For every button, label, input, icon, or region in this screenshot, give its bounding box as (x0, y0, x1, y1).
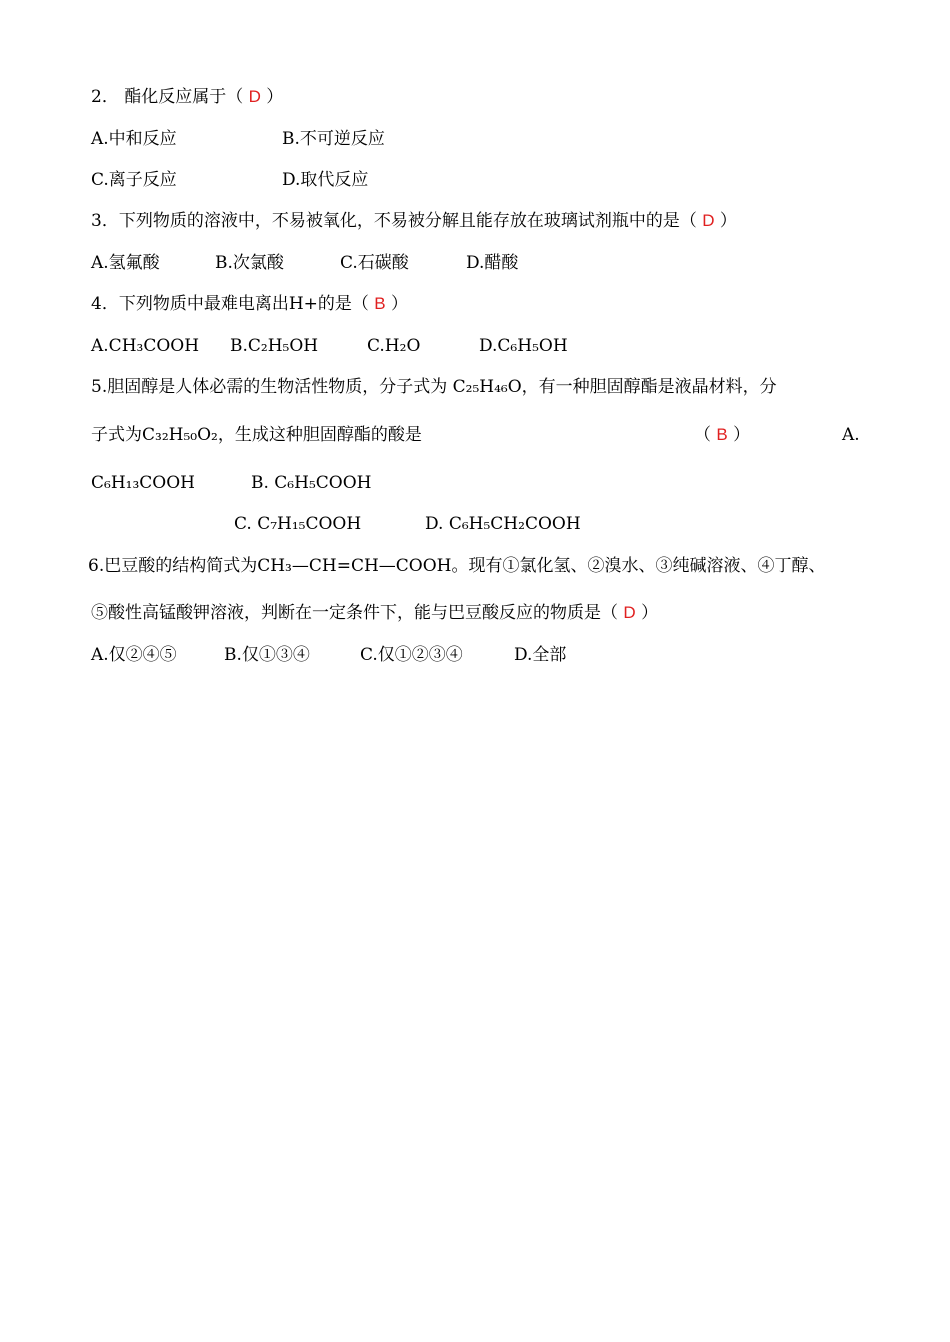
option-b: B.次氯酸 (215, 253, 284, 273)
question-4-stem: 4．下列物质中最难电离出H+的是（ B ） (91, 294, 409, 314)
question-6-stem-line-2: ⑤酸性高锰酸钾溶液，判断在一定条件下，能与巴豆酸反应的物质是（ D ） (91, 603, 659, 623)
option-b: B.仅①③④ (224, 645, 310, 665)
answer-mark: D (248, 87, 261, 106)
question-3-stem: 3．下列物质的溶液中，不易被氧化，不易被分解且能存放在玻璃试剂瓶中的是（ D ） (91, 211, 737, 231)
option-d: D.醋酸 (466, 253, 519, 273)
question-5-stem-line-1: 5.胆固醇是人体必需的生物活性物质，分子式为 C₂₅H₄₆O，有一种胆固醇酯是液晶材料，分 (91, 377, 777, 397)
answer-bracket: （ B ） (694, 425, 751, 445)
answer-mark: D (623, 603, 636, 622)
question-5-stem-line-2: 子式为C₃₂H₅₀O₂，生成这种胆固醇酯的酸是 (91, 425, 422, 445)
option-b: B. C₆H₅COOH (251, 473, 372, 493)
option-a: C₆H₁₃COOH (91, 473, 195, 493)
option-c: C.仅①②③④ (360, 645, 463, 665)
question-6-stem-line-1: 6.巴豆酸的结构简式为CH₃—CH=CH—COOH。现有①氯化氢、②溴水、③纯碱溶液、④丁醇、 (88, 556, 826, 576)
option-a: A.中和反应 (91, 129, 177, 149)
option-a: A.仅②④⑤ (91, 645, 177, 665)
option-c: C.石碳酸 (340, 253, 409, 273)
option-c: C.离子反应 (91, 170, 177, 190)
option-d: D.全部 (514, 645, 567, 665)
answer-mark: B (374, 294, 386, 313)
question-2-stem: 2． 酯化反应属于（ D ） (91, 87, 284, 107)
option-c: C.H₂O (367, 336, 421, 356)
option-d: D.取代反应 (282, 170, 369, 190)
option-d: D.C₆H₅OH (479, 336, 568, 356)
option-d: D. C₆H₅CH₂COOH (425, 514, 581, 534)
option-a: A.CH₃COOH (91, 336, 200, 356)
option-b: B.C₂H₅OH (230, 336, 319, 356)
option-c: C. C₇H₁₅COOH (234, 514, 362, 534)
option-a-label: A. (842, 425, 860, 445)
option-a: A.氢氟酸 (91, 253, 160, 273)
answer-mark: D (702, 211, 715, 230)
answer-mark: B (716, 425, 728, 444)
option-b: B.不可逆反应 (282, 129, 385, 149)
